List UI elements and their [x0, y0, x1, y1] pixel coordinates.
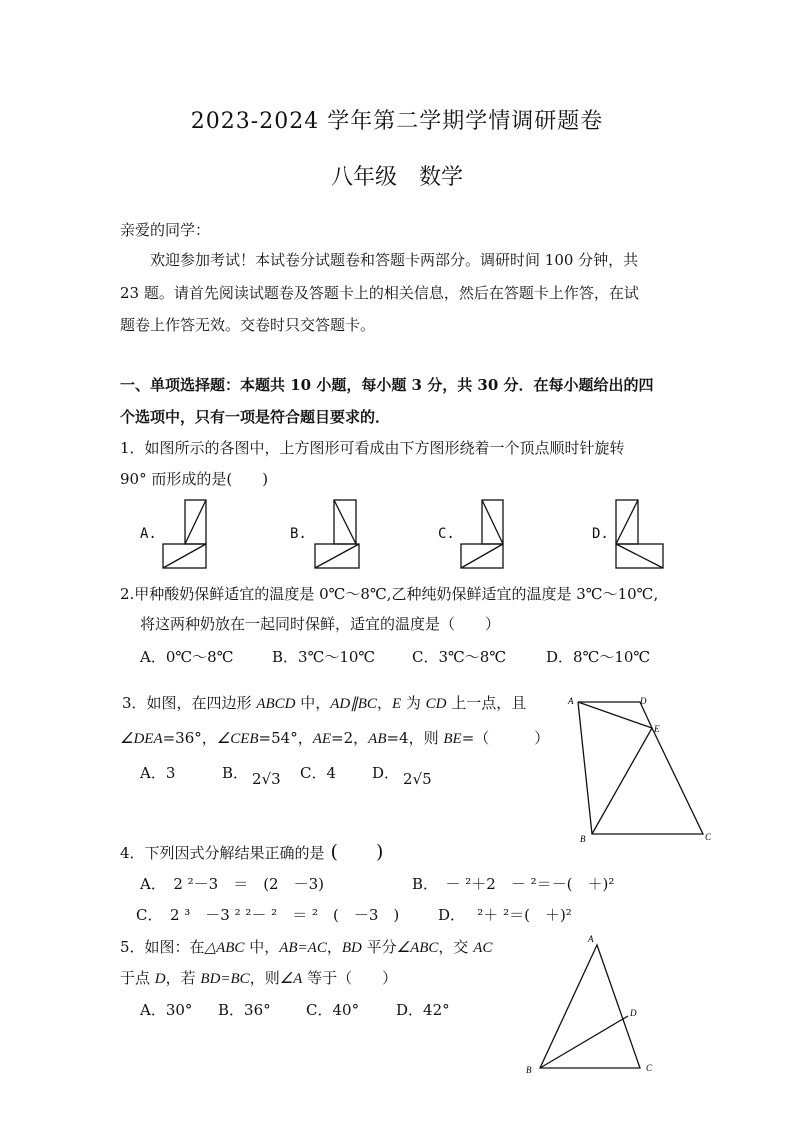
section-heading-line-1: 一、单项选择题：本题共 10 小题，每小题 3 分，共 30 分．在每小题给出的四 [120, 376, 654, 394]
q5-option-d: D．42° [396, 1001, 450, 1019]
greeting: 亲爱的同学： [120, 221, 211, 239]
q3-option-a: A．3 [140, 764, 176, 782]
q1-option-b-label: B. [290, 526, 307, 542]
section-heading-line-2: 个选项中，只有一项是符合题目要求的． [120, 408, 391, 426]
q3-label-d: D [640, 696, 647, 706]
q1-option-d-figure [613, 497, 673, 572]
q3-label-a: A [568, 696, 574, 706]
intro-line-3: 题卷上作答无效。交卷时只交答题卡。 [120, 316, 376, 334]
q2-option-a: A．0℃～8℃ [140, 648, 234, 666]
q5-option-a: A．30° [140, 1001, 193, 1019]
q4-option-d: D． ²＋ ²＝( ＋)² [438, 906, 572, 924]
q5-line-2: 于点 D，若 BD=BC，则∠A 等于（ ） [120, 969, 398, 987]
q3-label-b: B [580, 834, 586, 844]
q3-option-b: B． 2√3 [222, 764, 281, 788]
q3-label-e: E [654, 724, 660, 734]
q1-option-d-label: D. [592, 526, 609, 542]
q4-line-1: 4．下列因式分解结果正确的是 ( ) [120, 841, 384, 863]
q1-line-1: 1．如图所示的各图中，上方图形可看成由下方图形绕着一个顶点顺时针旋转 [120, 439, 625, 457]
q3-option-d: D． 2√5 [372, 764, 432, 788]
q3-quadrilateral-figure [560, 690, 720, 845]
q2-option-d: D．8℃～10℃ [546, 648, 651, 666]
q1-option-b-figure [312, 497, 372, 572]
q5-label-a: A [588, 934, 594, 944]
q1-line-2: 90° 而形成的是( ) [120, 470, 269, 488]
q5-option-c: C．40° [306, 1001, 360, 1019]
q2-option-c: C．3℃～8℃ [412, 648, 507, 666]
q5-label-d: D [630, 1008, 637, 1018]
q4-option-c: C． 2 ³ －3 ² ²－ ² ＝ ² ( －3 ) [136, 906, 400, 924]
q3-option-c: C．4 [300, 764, 337, 782]
q5-option-b: B．36° [218, 1001, 271, 1019]
q5-label-c: C [646, 1063, 653, 1073]
q1-option-a-figure [160, 497, 220, 572]
q2-line-2: 将这两种奶放在一起同时保鲜，适宜的温度是（ ） [140, 615, 501, 633]
q1-option-a-label: A. [140, 526, 157, 542]
q1-option-c-figure [458, 497, 508, 572]
q5-label-b: B [526, 1065, 532, 1075]
q4-option-b: B． － ²＋2 － ²＝－( ＋)² [412, 875, 615, 893]
exam-subtitle: 八年级 数学 [330, 165, 463, 190]
q3-line-2: ∠DEA=36°，∠CEB=54°，AE=2，AB=4，则 BE=（ ） [120, 729, 550, 747]
q2-line-1: 2.甲种酸奶保鲜适宜的温度是 0℃～8℃,乙种纯奶保鲜适宜的温度是 3℃～10℃, [120, 585, 659, 603]
q5-triangle-figure [522, 930, 662, 1080]
q3-line-1: 3．如图，在四边形 ABCD 中，AD∥BC，E 为 CD 上一点，且 [122, 694, 527, 712]
q2-option-b: B．3℃～10℃ [272, 648, 376, 666]
q4-option-a: A． 2 ²－3 ＝ (2 －3) [140, 875, 324, 893]
q3-label-c: C [705, 832, 712, 842]
exam-title: 2023-2024 学年第二学期学情调研题卷 [190, 109, 604, 134]
intro-line-1: 欢迎参加考试！本试卷分试题卷和答题卡两部分。调研时间 100 分钟，共 [150, 251, 639, 269]
q5-line-1: 5．如图：在△ABC 中，AB=AC，BD 平分∠ABC，交 AC [120, 938, 493, 956]
intro-line-2: 23 题。请首先阅读试题卷及答题卡上的相关信息，然后在答题卡上作答，在试 [120, 284, 639, 302]
q1-option-c-label: C. [438, 526, 455, 542]
